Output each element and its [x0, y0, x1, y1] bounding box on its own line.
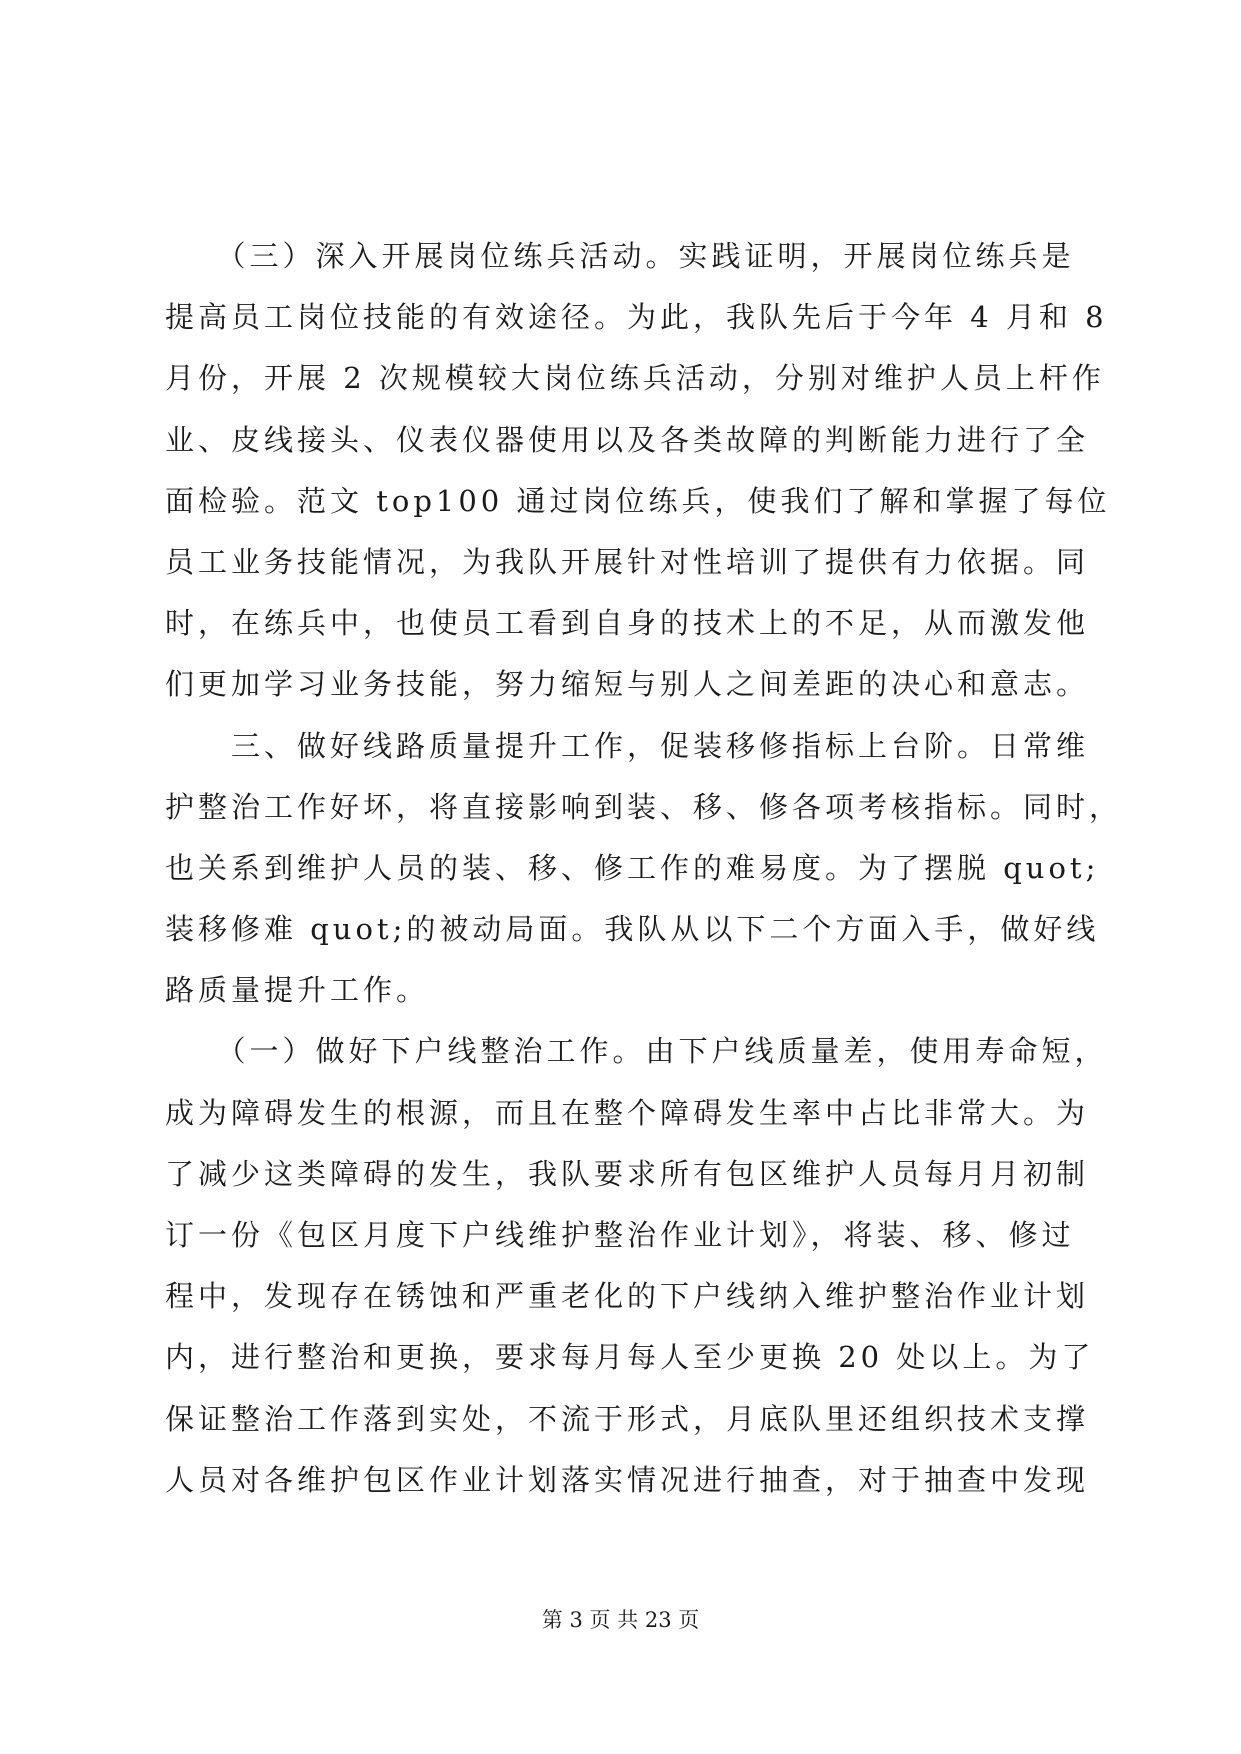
text-line: 装移修难 quot;的被动局面。我队从以下二个方面入手，做好线 [165, 912, 1100, 947]
text-line: 订一份《包区月度下户线维护整治作业计划》，将装、移、修过 [165, 1218, 1075, 1252]
text-line: 护整治工作好坏，将直接影响到装、移、修各项考核指标。同时， [165, 789, 1123, 824]
text-line: 业、皮线接头、仪表仪器使用以及各类故障的判断能力进行了全 [165, 422, 1090, 457]
text-line: 成为障碍发生的根源，而且在整个障碍发生率中占比非常大。为 [165, 1095, 1090, 1130]
text-line: （三）深入开展岗位练兵活动。实践证明，开展岗位练兵是 [165, 239, 1075, 273]
text-line: 了减少这类障碍的发生，我队要求所有包区维护人员每月月初制 [165, 1156, 1090, 1191]
text-line: 三、做好线路质量提升工作，促装移修指标上台阶。日常维 [165, 728, 1090, 763]
text-line: 程中，发现存在锈蚀和严重老化的下户线纳入维护整治作业计划 [165, 1279, 1090, 1314]
page-number-footer: 第 3 页 共 23 页 [541, 1608, 700, 1632]
text-line: 内，进行整治和更换，要求每月每人至少更换 20 处以上。为了 [165, 1340, 1095, 1375]
text-line: 提高员工岗位技能的有效途径。为此，我队先后于今年 4 月和 8 [165, 300, 1108, 335]
text-line: 时，在练兵中，也使员工看到自身的技术上的不足，从而激发他 [165, 606, 1090, 641]
text-line: 们更加学习业务技能，努力缩短与别人之间差距的决心和意志。 [165, 667, 1090, 702]
text-line: （一）做好下户线整治工作。由下户线质量差，使用寿命短， [165, 1034, 1108, 1069]
text-line: 也关系到维护人员的装、移、修工作的难易度。为了摆脱 quot; [165, 850, 1100, 885]
text-line: 保证整治工作落到实处，不流于形式，月底队里还组织技术支撑 [165, 1401, 1090, 1436]
text-line: 员工业务技能情况，为我队开展针对性培训了提供有力依据。同 [165, 544, 1090, 579]
text-line: 面检验。范文 top100 通过岗位练兵，使我们了解和掌握了每位 [165, 483, 1111, 518]
text-line: 路质量提升工作。 [165, 973, 430, 1008]
text-line: 人员对各维护包区作业计划落实情况进行抽查，对于抽查中发现 [165, 1462, 1090, 1497]
body-text [165, 226, 1123, 1511]
text-line: 月份，开展 2 次规模较大岗位练兵活动，分别对维护人员上杆作 [165, 361, 1105, 396]
